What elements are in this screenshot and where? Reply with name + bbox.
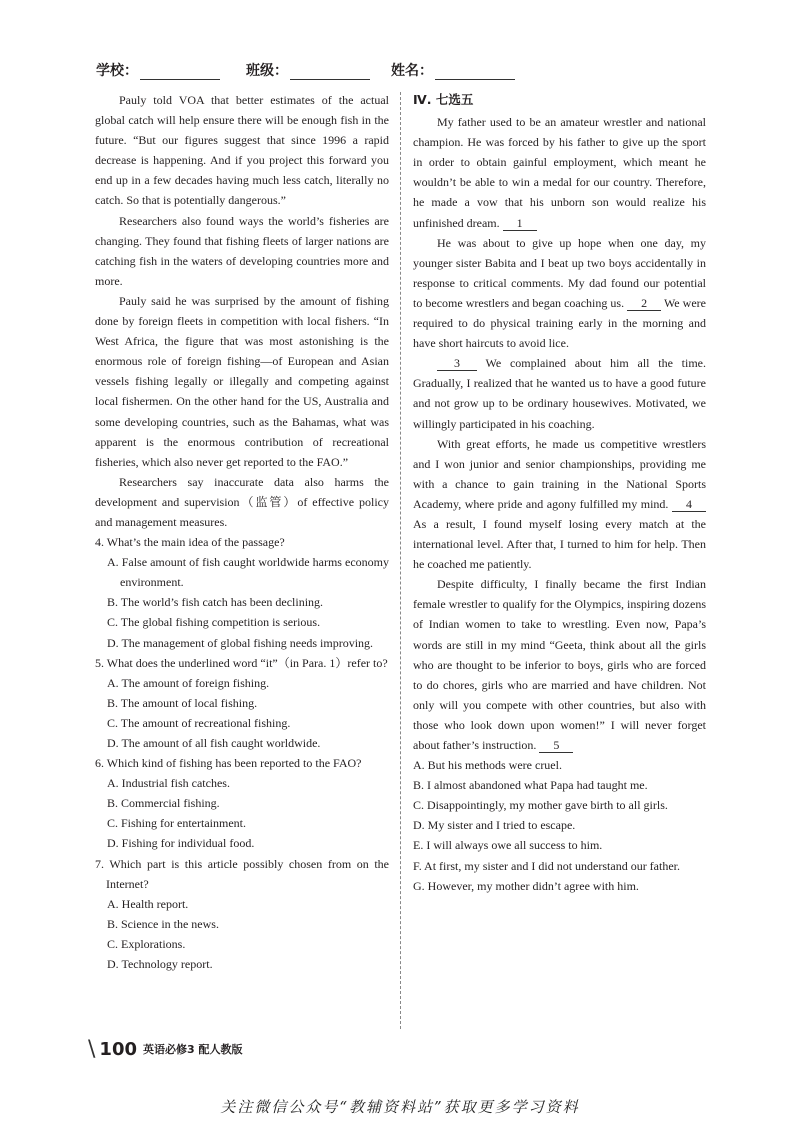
class-field bbox=[246, 60, 370, 80]
class-label: 班级： bbox=[246, 63, 288, 79]
left-column bbox=[95, 90, 389, 974]
page-header bbox=[96, 60, 716, 86]
cloze-text: We were required to do physical training early in the morning and have short haircuts to avoid lice. bbox=[413, 295, 706, 351]
cloze-paragraph-1 bbox=[413, 112, 706, 233]
option-d[interactable]: D. Fishing for individual food. bbox=[107, 836, 255, 851]
cloze-text: He was about to give up hope when one day, my younger sister Babita and I beat up two boys accidentally in response to critical comments. My dad found our potential to become wrestlers and began coaching us. bbox=[413, 235, 706, 310]
passage-paragraph-1: Pauly told VOA that better estimates of the actual global catch will help ensure there will be enough fish in the future. “But our figures suggest that since 1996 a rapid decrease is happening. And if you project this forward you end up in a few decades having much less catch, literally no catch. So that is potentially dangerous.” bbox=[95, 93, 389, 208]
option-a[interactable]: A. Health report. bbox=[107, 896, 189, 911]
option-d[interactable]: D. Technology report. bbox=[107, 957, 213, 972]
blank-3[interactable]: 3 bbox=[437, 357, 477, 371]
option-a[interactable]: A. The amount of foreign fishing. bbox=[107, 675, 270, 690]
name-blank-line[interactable] bbox=[435, 65, 515, 80]
option-d[interactable]: D. The management of global fishing needs improving. bbox=[107, 635, 374, 650]
passage-paragraph-2: Researchers also found ways the world’s fisheries are changing. They found that fishing fleets of larger nations are catching fish in the waters of developing countries more and more. bbox=[95, 213, 389, 288]
option-a[interactable]: A. False amount of fish caught worldwide harms economy environment. bbox=[107, 555, 389, 590]
answer-option-c[interactable]: C. Disappointingly, my mother gave birth to all girls. bbox=[413, 798, 668, 813]
page-number: 100 bbox=[99, 1038, 137, 1060]
cloze-text: We complained about him all the time. Gradually, I realized that he wanted us to have a good future and not grow up to be ordinary housewives. Motivated, we willingly participated in his coaching. bbox=[413, 356, 706, 431]
cloze-text: My father used to be an amateur wrestler and national champion. He was forced by his father to give up the sport in order to obtain gainful employment, which meant he wouldn’t be able to win a medal for our country. Therefore, he made a vow that his unborn son would realize his unfinished dream. bbox=[413, 115, 706, 230]
cloze-paragraph-3 bbox=[413, 353, 706, 433]
right-column bbox=[413, 90, 706, 896]
answer-option-a[interactable]: A. But his methods were cruel. bbox=[413, 758, 562, 773]
option-c[interactable]: C. Fishing for entertainment. bbox=[107, 816, 246, 831]
question-7 bbox=[95, 854, 389, 975]
passage-paragraph-4: Researchers say inaccurate data also harms the development and supervision（监管）of effective policy and management measures. bbox=[95, 474, 389, 529]
option-a[interactable]: A. Industrial fish catches. bbox=[107, 776, 230, 791]
option-b[interactable]: B. The world’s fish catch has been declining. bbox=[107, 595, 324, 610]
passage-paragraph-3: Pauly said he was surprised by the amount of fishing done by foreign fleets in competition with local fishers. “In West Africa, the figure that was most astonishing is the enormous role of foreign fishing—of European and Asian vessels fishing legally or illegally and competing against local fishermen. On the other hand for the US, Australia and some developing countries, such as the Bahamas, what was apparent is the enormous contribution of recreational fisheries, which also never get reported to the FAO.” bbox=[95, 293, 389, 469]
question-4 bbox=[95, 532, 389, 653]
name-label: 姓名： bbox=[391, 63, 433, 79]
blank-5[interactable]: 5 bbox=[539, 739, 573, 753]
name-field bbox=[391, 60, 515, 80]
cloze-paragraph-5 bbox=[413, 574, 706, 755]
question-stem: 6. Which kind of fishing has been reported to the FAO? bbox=[95, 756, 362, 771]
blank-1[interactable]: 1 bbox=[503, 217, 537, 231]
cloze-text: Despite difficulty, I finally became the first Indian female wrestler to qualify for the Olympics, inspiring dozens of Indian women to take to wrestling. Even now, Papa’s words are still in my mind “Geeta, think about all the girls who are thought to be inferior to boys, girls who are forced to do chores, girls who are married and have children. Not only will you compete with other countries, but also with those who look down upon women!” I will never forget about father’s instruction. bbox=[413, 577, 706, 752]
blank-2[interactable]: 2 bbox=[627, 297, 661, 311]
answer-option-b[interactable]: B. I almost abandoned what Papa had taught me. bbox=[413, 778, 648, 793]
section-title: Ⅳ. 七选五 bbox=[413, 92, 474, 107]
option-b[interactable]: B. The amount of local fishing. bbox=[107, 695, 258, 710]
school-blank-line[interactable] bbox=[140, 65, 220, 80]
answer-option-d[interactable]: D. My sister and I tried to escape. bbox=[413, 818, 576, 833]
class-blank-line[interactable] bbox=[290, 65, 370, 80]
school-field bbox=[96, 60, 220, 80]
blank-4[interactable]: 4 bbox=[672, 498, 706, 512]
option-b[interactable]: B. Commercial fishing. bbox=[107, 796, 220, 811]
answer-option-e[interactable]: E. I will always owe all success to him. bbox=[413, 838, 603, 853]
page-footer bbox=[88, 1036, 242, 1062]
school-label: 学校： bbox=[96, 63, 138, 79]
promo-banner: 关注微信公众号“教辅资料站”获取更多学习资料 bbox=[220, 1098, 580, 1116]
question-stem: 5. What does the underlined word “it”（in Para. 1）refer to? bbox=[95, 655, 388, 670]
book-title: 英语必修3 配人教版 bbox=[143, 1043, 243, 1056]
option-c[interactable]: C. The global fishing competition is serious. bbox=[107, 615, 321, 630]
option-b[interactable]: B. Science in the news. bbox=[107, 916, 219, 931]
question-6 bbox=[95, 753, 389, 853]
question-stem: 7. Which part is this article possibly chosen from on the Internet? bbox=[95, 856, 389, 891]
question-5 bbox=[95, 653, 389, 753]
answer-option-g[interactable]: G. However, my mother didn’t agree with him. bbox=[413, 878, 639, 893]
cloze-paragraph-2 bbox=[413, 233, 706, 354]
answer-option-f[interactable]: F. At first, my sister and I did not understand our father. bbox=[413, 858, 680, 873]
cloze-text: As a result, I found myself losing every match at the international level. After that, I turned to him for help. Then he coached me patiently. bbox=[413, 516, 706, 572]
answer-options bbox=[413, 755, 706, 896]
cloze-paragraph-4 bbox=[413, 434, 706, 575]
option-d[interactable]: D. The amount of all fish caught worldwide. bbox=[107, 736, 321, 750]
question-stem: 4. What’s the main idea of the passage? bbox=[95, 535, 285, 550]
footer-slash-decoration: \ bbox=[88, 1036, 96, 1062]
option-c[interactable]: C. Explorations. bbox=[107, 936, 186, 951]
option-c[interactable]: C. The amount of recreational fishing. bbox=[107, 715, 291, 730]
column-divider bbox=[400, 92, 401, 1029]
cloze-text: With great efforts, he made us competitive wrestlers and I won junior and senior championships, providing me with a chance to gain training in the National Sports Academy, where pride and agony fulfilled my mind. bbox=[413, 436, 706, 511]
